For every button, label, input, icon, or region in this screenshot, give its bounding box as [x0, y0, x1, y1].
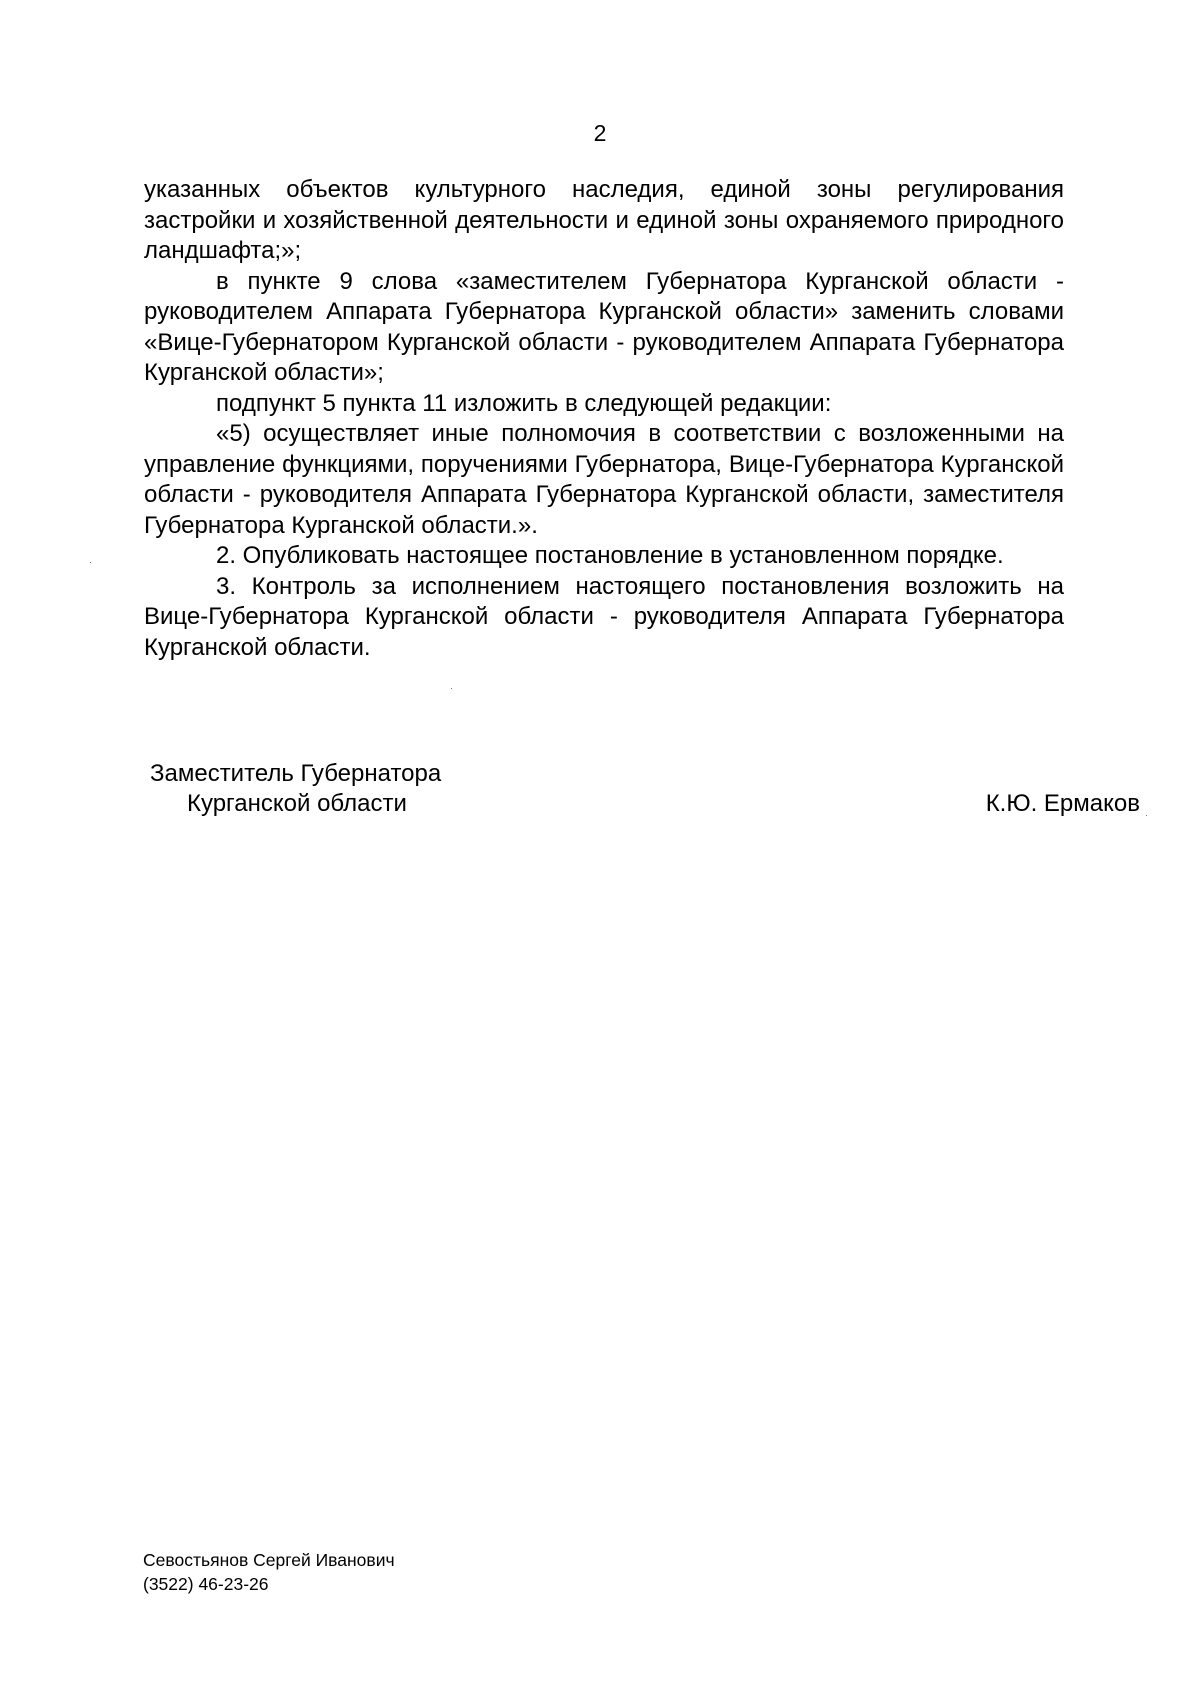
document-body [144, 175, 1064, 663]
scan-speck [90, 562, 91, 563]
paragraph: в пункте 9 слова «заместителем Губернатора Курганской области - руководителем Аппарата Губернатора Курганской области» заменить словами «Вице-Губернатором Курганской области - руководителем Аппарата Губернатора Курганской области»; [144, 267, 1064, 386]
executor-phone: (3522) 46-23-26 [143, 1574, 269, 1594]
paragraph: 2. Опубликовать настоящее постановление в установленном порядке. [216, 542, 1004, 569]
signatory-name: К.Ю. Ермаков [985, 790, 1140, 817]
signatory-region: Курганской области [187, 790, 407, 817]
scan-speck [1146, 815, 1147, 816]
signatory-position: Заместитель Губернатора [150, 760, 442, 787]
paragraph: 3. Контроль за исполнением настоящего постановления возложить на Вице-Губернатора Курганской области - руководителя Аппарата Губернатора Курганской области. [144, 572, 1064, 661]
paragraph: «5) осуществляет иные полномочия в соответствии с возложенными на управление функциями, поручениями Губернатора, Вице-Губернатора Курганской области - руководителя Аппарата Губернатора Курганской области, заместителя Губернатора Курганской области.». [144, 420, 1064, 539]
scan-speck [451, 688, 452, 689]
page-number: 2 [593, 120, 607, 146]
paragraph: указанных объектов культурного наследия, единой зоны регулирования застройки и хозяйственной деятельности и единой зоны охраняемого природного ландшафта;»; [144, 176, 1064, 264]
executor-contact [143, 1548, 395, 1596]
paragraph: подпункт 5 пункта 11 изложить в следующей редакции: [216, 389, 832, 417]
executor-name: Севостьянов Сергей Иванович [143, 1550, 395, 1570]
